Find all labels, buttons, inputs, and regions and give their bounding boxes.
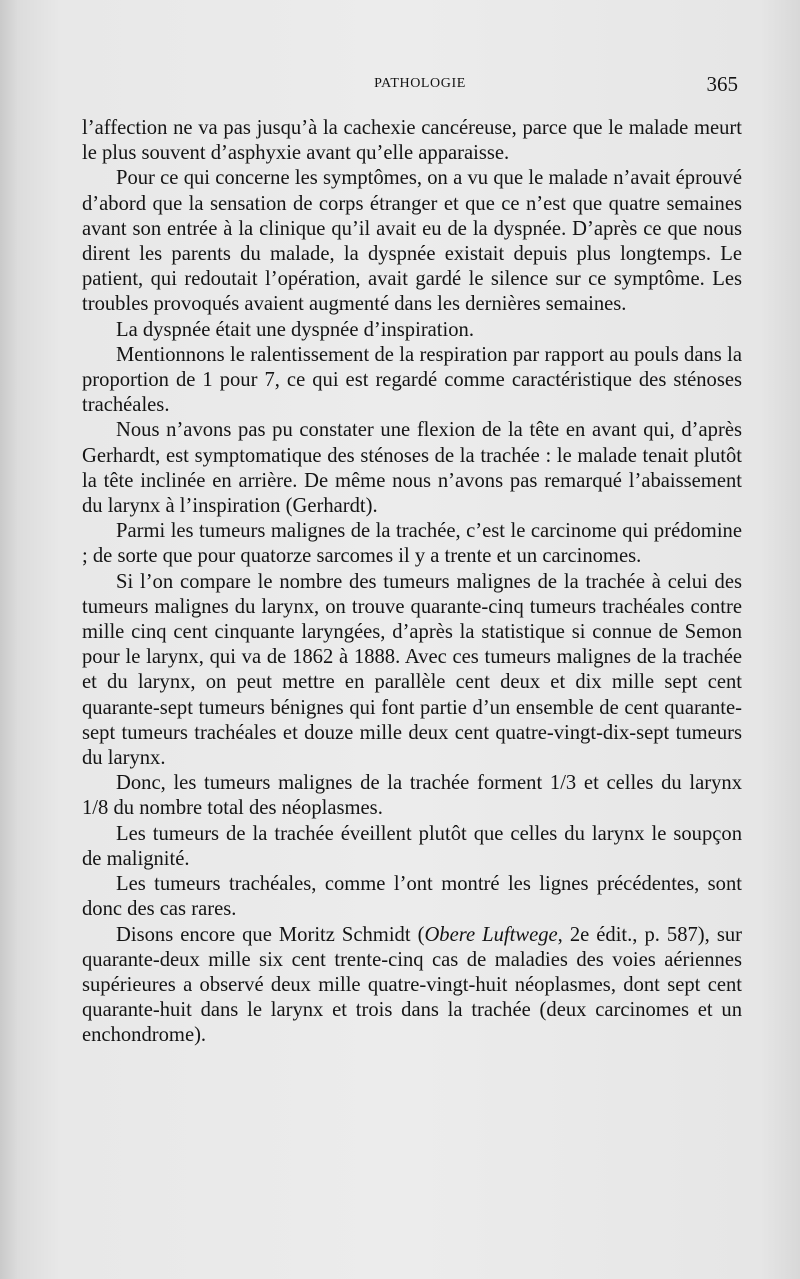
paragraph: l’affection ne va pas jusqu’à la cachexie cancéreuse, parce que le malade meurt le plus souvent d’asphyxie avant qu’elle apparaisse.: [82, 117, 742, 165]
paragraph: Pour ce qui concerne les symptômes, on a vu que le malade n’avait éprouvé d’abord que la sensation de corps étranger et que ce n’est que quatre semaines avant son entrée à la clinique qu’il avait eu de la dyspnée. D’après ce que nous dirent les parents du malade, la dyspnée existait depuis plus longtemps. Le patient, qui redoutait l’opération, avait gardé le silence sur ce symptôme. Les troubles provoqués avaient augmenté dans les dernières semaines.: [82, 167, 742, 316]
body-text: [82, 116, 742, 1049]
paragraph: Donc, les tumeurs malignes de la trachée forment 1/3 et celles du larynx 1/8 du nombre total des néoplasmes.: [82, 772, 742, 820]
text-run: Disons encore que Moritz Schmidt (: [116, 923, 425, 946]
paragraph: Parmi les tumeurs malignes de la trachée, c’est le carcinome qui prédomine ; de sorte que pour quatorze sarcomes il y a trente et un carcinomes.: [82, 520, 742, 568]
paragraph: Les tumeurs de la trachée éveillent plutôt que celles du larynx le soupçon de malignité.: [82, 822, 742, 870]
running-title: PATHOLOGIE: [374, 76, 466, 91]
page-number: 365: [706, 72, 738, 96]
paragraph: Si l’on compare le nombre des tumeurs malignes de la trachée à celui des tumeurs malignes du larynx, on trouve quarante-cinq tumeurs trachéales contre mille cinq cent cinquante laryngées, d’après la statistique si connue de Semon pour le larynx, qui va de 1862 à 1888. Avec ces tumeurs malignes de la trachée et du larynx, on peut mettre en parallèle cent deux et dix mille sept cent quarante-sept tumeurs bénignes qui font partie d’un ensemble de cent quarante-sept tumeurs trachéales et douze mille deux cent quatre-vingt-dix-sept tumeurs du larynx.: [82, 570, 742, 770]
paragraph: La dyspnée était une dyspnée d’inspiration.: [116, 318, 474, 341]
paragraph: Les tumeurs trachéales, comme l’ont montré les lignes précédentes, sont donc des cas rares.: [82, 873, 742, 921]
text-run: , 2e édit., p. 587), sur quarante-deux mille six cent trente-cinq cas de maladies des voies aériennes supérieures a observé deux mille quatre-vingt-huit néoplasmes, dont sept cent quarante-huit dans le larynx et trois dans la trachée (deux carcinomes et un enchondrome).: [82, 923, 742, 1047]
paragraph-last: [82, 923, 742, 1049]
paragraph: Nous n’avons pas pu constater une flexion de la tête en avant qui, d’après Gerhardt, est symptomatique des sténoses de la trachée : le malade tenait plutôt la tête inclinée en arrière. De même nous n’avons pas remarqué l’abaissement du larynx à l’inspiration (Gerhardt).: [82, 419, 742, 518]
paragraph: Mentionnons le ralentissement de la respiration par rapport au pouls dans la proportion de 1 pour 7, ce qui est regardé comme caractéristique des sténoses trachéales.: [82, 343, 742, 417]
citation-title: Obere Luftwege: [424, 923, 558, 946]
page-header: [80, 72, 740, 98]
